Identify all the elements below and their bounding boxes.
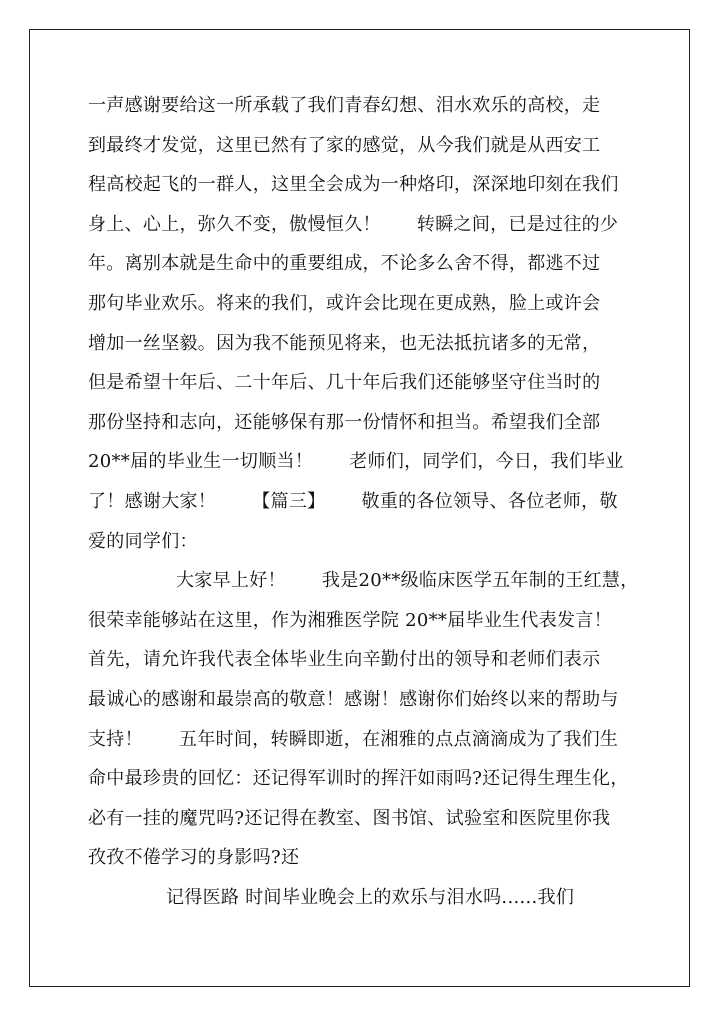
text-line: 年。离别本就是生命中的重要组成，不论多么舍不得，都逃不过	[88, 253, 601, 275]
text-line: 那句毕业欢乐。将来的我们，或许会比现在更成熟，脸上或许会	[88, 292, 601, 314]
text-line: 身上、心上，弥久不变，傲慢恒久！ 转瞬之间，已是过往的少	[88, 213, 619, 235]
text-line: 了！感谢大家！ 【篇三】 敬重的各位领导、各位老师，敬	[88, 490, 618, 512]
text-line: 20**届的毕业生一切顺当！ 老师们，同学们，今日，我们毕业	[88, 451, 624, 473]
text-line: 必有一挂的魔咒吗?还记得在教室、图书馆、试验室和医院里你我	[88, 807, 611, 829]
text-line: 大家早上好！ 我是20**级临床医学五年制的王红慧，	[176, 570, 639, 592]
document-body	[88, 86, 648, 917]
text-line: 很荣幸能够站在这里，作为湘雅医学院 20**届毕业生代表发言！	[88, 609, 612, 631]
text-line: 最诚心的感谢和最崇高的敬意！感谢！感谢你们始终以来的帮助与	[88, 688, 619, 710]
text-line: 增加一丝坚毅。因为我不能预见将来，也无法抵抗诸多的无常，	[88, 332, 601, 354]
text-line: 到最终才发觉，这里已然有了家的感觉，从今我们就是从西安工	[88, 134, 601, 156]
text-line: 一声感谢要给这一所承载了我们青春幻想、泪水欢乐的高校，走	[88, 95, 601, 116]
text-line: 命中最珍贵的回忆：还记得军训时的挥汗如雨吗?还记得生理生化，	[88, 768, 629, 790]
text-line: 那份坚持和志向，还能够保有那一份情怀和担当。希望我们全部	[88, 411, 601, 433]
text-line: 但是希望十年后、二十年后、几十年后我们还能够坚守住当时的	[88, 372, 601, 394]
text-line: 程高校起飞的一群人，这里全会成为一种烙印，深深地印刻在我们	[88, 174, 619, 196]
text-line: 记得医路 时间毕业晚会上的欢乐与泪水吗......我们	[166, 886, 575, 908]
text-line: 孜孜不倦学习的身影吗?还	[88, 847, 300, 869]
text-line: 爱的同学们：	[88, 530, 198, 552]
text-line: 首先，请允许我代表全体毕业生向辛勤付出的领导和老师们表示	[88, 649, 601, 671]
text-line: 支持！ 五年时间，转瞬即逝，在湘雅的点点滴滴成为了我们生	[88, 728, 619, 750]
